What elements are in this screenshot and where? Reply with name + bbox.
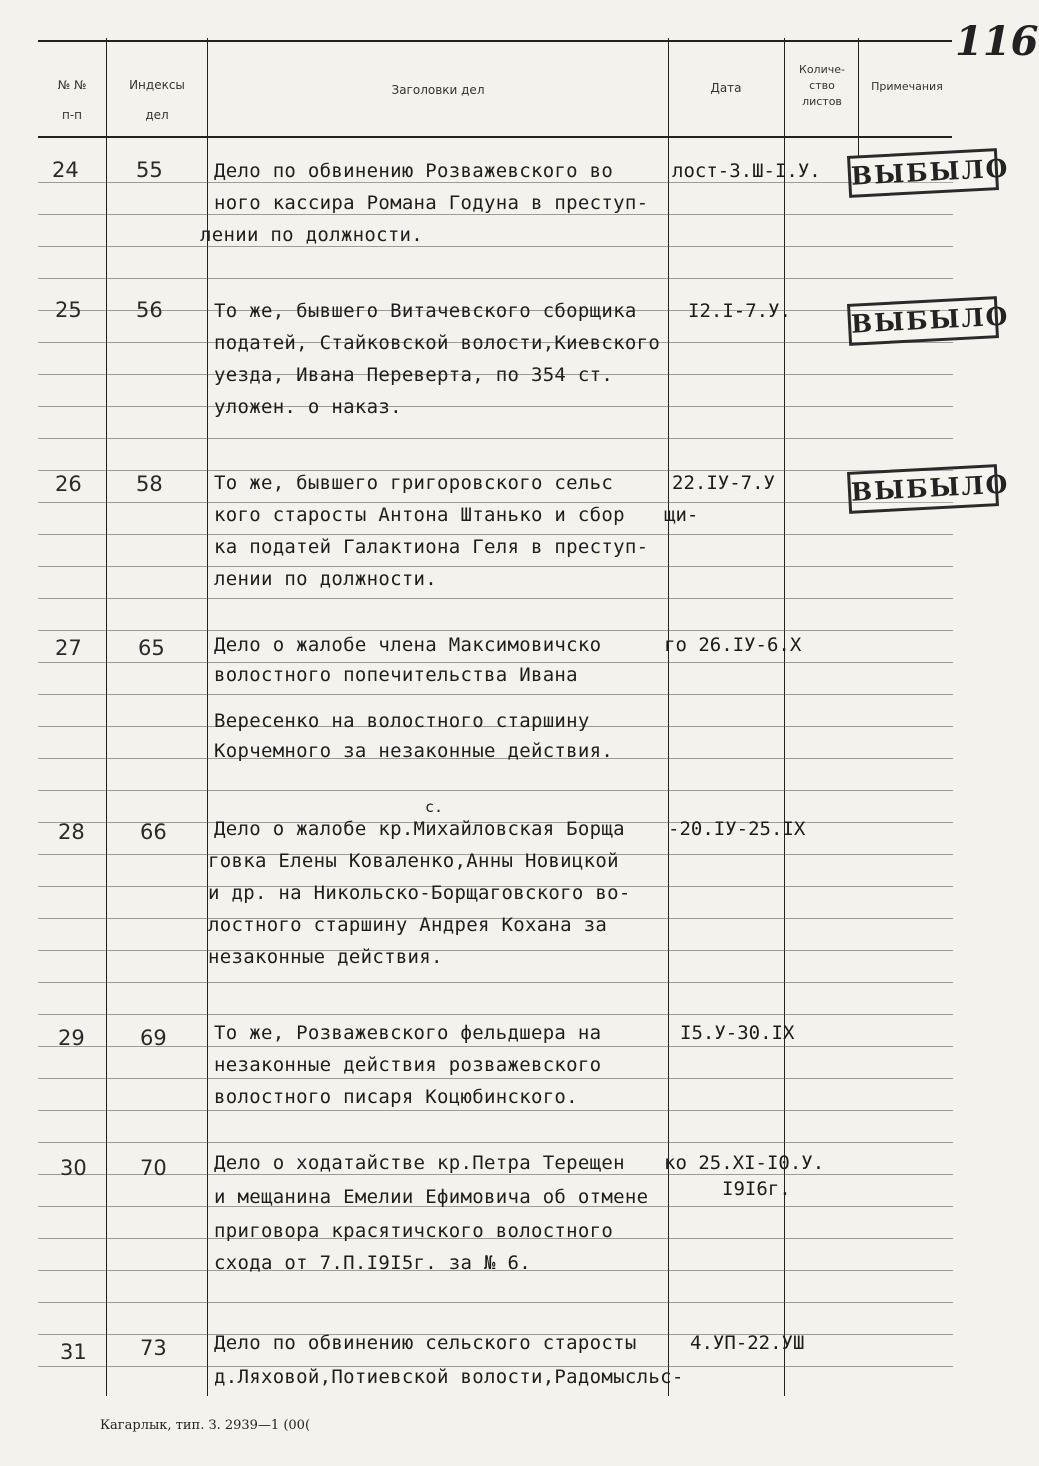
row-25-date: I2.I-7.У.	[688, 300, 791, 322]
ruled-line	[38, 1302, 953, 1303]
ruled-line	[38, 1174, 953, 1175]
row-29-title-line: волостного писаря Коцюбинского.	[214, 1086, 578, 1108]
ruled-line	[38, 1142, 953, 1143]
row-28-date: -20.IУ-25.IX	[668, 818, 806, 840]
row-29-index: 69	[140, 1026, 167, 1050]
row-30-title-line: приговора красятичского волостного	[214, 1220, 614, 1242]
row-30-date-year: I9I6г.	[722, 1178, 791, 1200]
ruled-line	[38, 278, 953, 279]
row-24-title-line: Дело по обвинению Розважевского во	[214, 160, 614, 182]
ruled-line	[38, 982, 953, 983]
ruled-line	[38, 566, 953, 567]
row-26-title-continuation: щи-	[664, 504, 699, 526]
ruled-line	[38, 1046, 953, 1047]
row-26-title-line: То же, бывшего григоровского сельс	[214, 472, 614, 494]
row-24-index: 55	[136, 158, 163, 182]
ruled-line	[38, 662, 953, 663]
row-31-date: 4.УП-22.УШ	[690, 1332, 805, 1354]
retired-stamp: ВЫБЫЛО	[847, 148, 999, 198]
retired-stamp: ВЫБЫЛО	[847, 464, 999, 514]
ruled-line	[38, 470, 953, 471]
row-24-date: лост-3.Ш-I.У.	[672, 160, 821, 182]
row-27-title-line: Дело о жалобе члена Максимовичско	[214, 634, 602, 656]
column-divider	[858, 38, 859, 156]
ruled-line	[38, 630, 953, 631]
ruled-line	[38, 1078, 953, 1079]
column-divider	[668, 38, 669, 1396]
row-28-title-line: Дело о жалобе кр.Михайловская Борща	[214, 818, 625, 840]
ruled-line	[38, 694, 953, 695]
ruled-line	[38, 438, 953, 439]
row-27-date: го 26.IУ-6.Х	[664, 634, 802, 656]
row-26-title-line: лении по должности.	[214, 568, 438, 590]
row-24-title-line: лении по должности.	[200, 224, 424, 246]
row-25-number: 25	[55, 298, 82, 322]
row-25-title-line: податей, Стайковской волости,Киевского	[214, 332, 661, 354]
row-27-index: 65	[138, 636, 165, 660]
ruled-line	[38, 502, 953, 503]
row-26-index: 58	[136, 472, 163, 496]
ruled-line	[38, 534, 953, 535]
row-25-title-line: уезда, Ивана Переверта, по 354 ст.	[214, 364, 614, 386]
row-26-number: 26	[55, 472, 82, 496]
row-28-title-line: незаконные действия.	[208, 946, 443, 968]
header-notes: Примечания	[871, 80, 943, 93]
header-num: № № п-п	[57, 78, 87, 122]
column-divider	[106, 38, 107, 1396]
row-29-number: 29	[58, 1026, 85, 1050]
row-24-number: 24	[52, 158, 79, 182]
row-28-insertion-mark: с.	[425, 798, 444, 816]
ruled-line	[38, 598, 953, 599]
row-27-title-line: волостного попечительства Ивана	[214, 664, 578, 686]
ruled-line	[38, 1014, 953, 1015]
ruled-line	[38, 790, 953, 791]
row-26-title-line: ка податей Галактиона Геля в преступ-	[214, 536, 649, 558]
row-30-date: ко 25.XI-I0.У.	[664, 1152, 825, 1174]
row-26-date: 22.IУ-7.У	[672, 472, 775, 494]
header-date: Дата	[710, 81, 742, 95]
row-27-title-line: Корчемного за незаконные действия.	[214, 740, 614, 762]
row-29-title-line: незаконные действия розважевского	[214, 1054, 602, 1076]
row-26-title-line: кого старосты Антона Штанько и сбор	[214, 504, 625, 526]
header-title: Заголовки дел	[391, 83, 485, 97]
row-30-index: 70	[140, 1156, 167, 1180]
printer-imprint: Кагарлык, тип. З. 2939—1 (00(	[100, 1418, 311, 1433]
row-27-title-line: Вересенко на волостного старшину	[214, 710, 590, 732]
row-30-title-line: и мещанина Емелии Ефимовича об отмене	[214, 1186, 649, 1208]
header-count: Количе- ство листов	[799, 63, 845, 108]
row-30-title-line: схода от 7.П.I9I5г. за № 6.	[214, 1252, 531, 1274]
retired-stamp: ВЫБЫЛО	[847, 296, 999, 346]
ruled-line	[38, 406, 953, 407]
row-31-title-line: д.Ляховой,Потиевской волости,Радомысльс-	[214, 1366, 684, 1388]
row-29-date: I5.У-30.IX	[680, 1022, 795, 1044]
row-27-number: 27	[55, 636, 82, 660]
row-28-number: 28	[58, 820, 85, 844]
row-25-title-line: уложен. о наказ.	[214, 396, 402, 418]
row-28-title-line: и др. на Никольско-Борщаговского во-	[208, 882, 631, 904]
page-number: 116	[955, 18, 1039, 65]
header-top-rule	[38, 40, 952, 42]
row-31-number: 31	[60, 1340, 87, 1364]
header-index: Индексы дел	[129, 78, 185, 122]
row-28-title-line: говка Елены Коваленко,Анны Новицкой	[208, 850, 619, 872]
row-25-title-line: То же, бывшего Витачевского сборщика	[214, 300, 637, 322]
row-30-number: 30	[60, 1156, 87, 1180]
row-28-title-line: лостного старшину Андрея Кохана за	[208, 914, 608, 936]
ruled-line	[38, 1110, 953, 1111]
row-31-index: 73	[140, 1336, 167, 1360]
row-31-title-line: Дело по обвинению сельского старосты	[214, 1332, 637, 1354]
row-24-title-line: ного кассира Романа Годуна в преступ-	[214, 192, 649, 214]
row-28-index: 66	[140, 820, 167, 844]
ruled-line	[38, 214, 953, 215]
ruled-line	[38, 246, 953, 247]
ruled-line	[38, 182, 953, 183]
row-25-index: 56	[136, 298, 163, 322]
row-29-title-line: То же, Розважевского фельдшера на	[214, 1022, 602, 1044]
header-bottom-rule	[38, 136, 952, 138]
ruled-line	[38, 950, 953, 951]
row-30-title-line: Дело о ходатайстве кр.Петра Терещен	[214, 1152, 625, 1174]
